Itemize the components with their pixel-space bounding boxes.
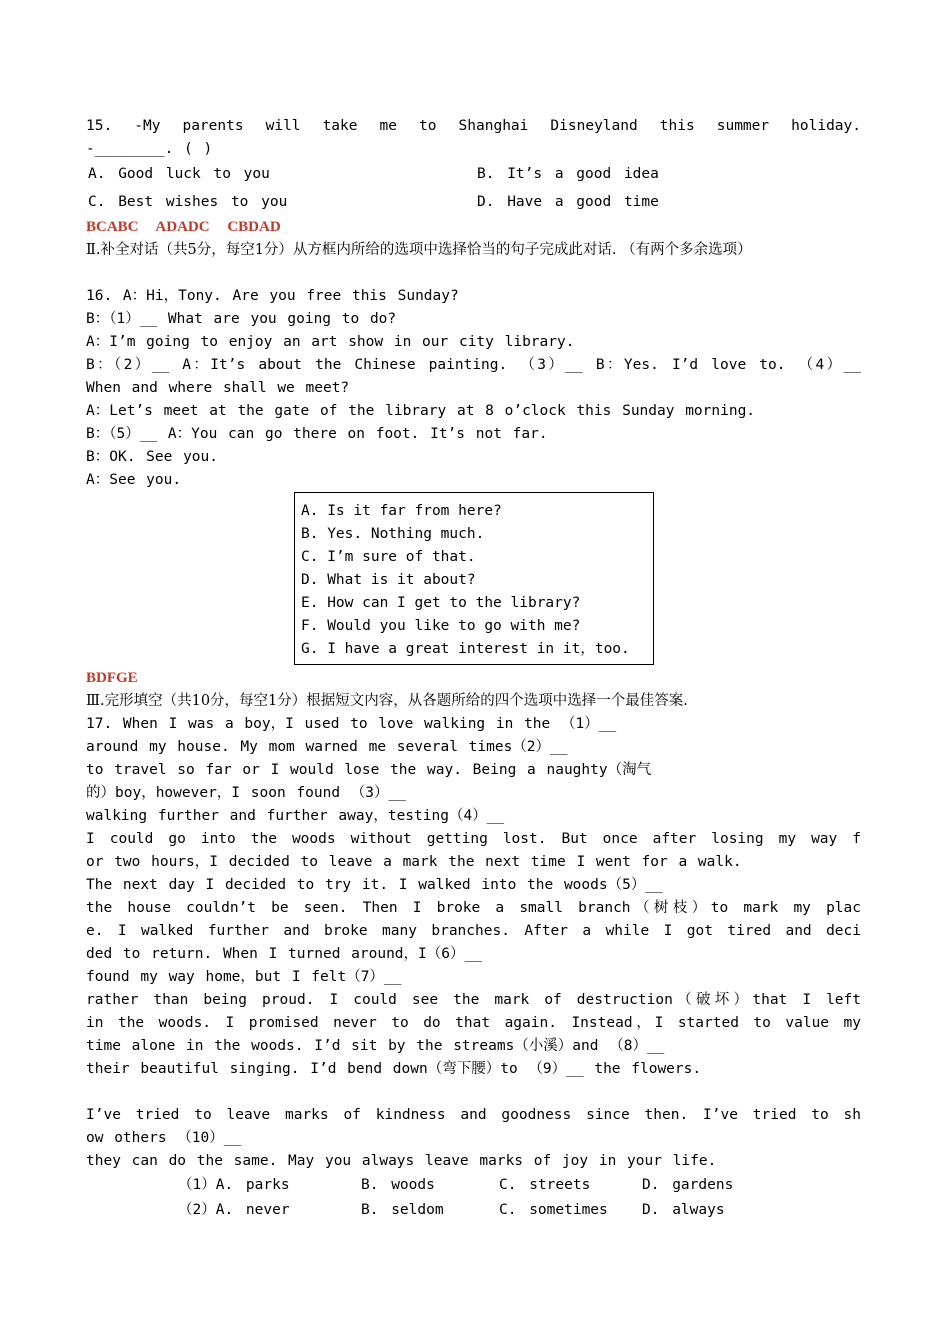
q17-line-5: walking further and further away，testing（4）__ xyxy=(86,808,505,824)
q15-option-a: A. Good luck to you xyxy=(88,166,270,182)
q17-line-15: time alone in the woods. I’d sit by the streams（小溪）and （8）__ xyxy=(86,1038,665,1054)
q16-line-5: When and where shall we meet? xyxy=(86,380,350,396)
box-option-f: F. Would you like to go with me? xyxy=(301,618,581,634)
q17-line-14: in the woods. I promised never to do that again. Instead，I started to value my xyxy=(86,1015,861,1031)
choice-2-c: C. sometimes xyxy=(499,1202,608,1218)
q16-line-6: A：Let’s meet at the gate of the library at 8 o’clock this Sunday morning. xyxy=(86,403,756,419)
section-2-title: Ⅱ.补全对话（共5分，每空1分）从方框内所给的选项中选择恰当的句子完成此对话. （有两个多余选项） xyxy=(86,242,752,258)
section-3-title: Ⅲ.完形填空（共10分，每空1分）根据短文内容，从各题所给的四个选项中选择一个最佳答案. xyxy=(86,693,688,709)
q17-line-17: I’ve tried to leave marks of kindness and goodness since then. I’ve tried to sh xyxy=(86,1107,861,1123)
q17-line-4: 的）boy，however，I soon found （3）__ xyxy=(86,785,406,801)
q16-line-1: 16. A：Hi，Tony. Are you free this Sunday? xyxy=(86,288,459,304)
box-option-b: B. Yes. Nothing much. xyxy=(301,526,485,542)
q15-option-c: C. Best wishes to you xyxy=(88,194,288,210)
q15-stem: 15. -My parents will take me to Shanghai Disneyland this summer holiday. xyxy=(86,118,861,134)
q15-option-d: D. Have a good time xyxy=(477,194,659,210)
q17-line-10: e. I walked further and broke many branches. After a while I got tired and deci xyxy=(86,923,861,939)
answer-key-2: BDFGE xyxy=(86,670,138,686)
q17-line-18: ow others （10）__ xyxy=(86,1130,242,1146)
q16-line-9: A：See you. xyxy=(86,472,182,488)
q17-line-6: I could go into the woods without getting lost. But once after losing my way f xyxy=(86,831,861,847)
q17-line-7: or two hours，I decided to leave a mark the next time I went for a walk. xyxy=(86,854,742,870)
q17-line-2: around my house. My mom warned me several times（2）__ xyxy=(86,739,568,755)
q17-line-19: they can do the same. May you always leave marks of joy in your life. xyxy=(86,1153,717,1169)
q15-option-b: B. It’s a good idea xyxy=(477,166,659,182)
q16-line-2: B：（1）__ What are you going to do? xyxy=(86,311,397,327)
q17-line-12: found my way home，but I felt（7）__ xyxy=(86,969,402,985)
q17-line-16: their beautiful singing. I’d bend down（弯下腰）to （9）__ the flowers. xyxy=(86,1061,702,1077)
q17-line-13: rather than being proud. I could see the mark of destruction（破坏）that I left xyxy=(86,992,861,1008)
q17-line-8: The next day I decided to try it. I walked into the woods（5）__ xyxy=(86,877,663,893)
choice-2-d: D. always xyxy=(642,1202,725,1218)
options-box xyxy=(294,492,654,665)
box-option-g: G. I have a great interest in it，too. xyxy=(301,641,630,657)
q16-line-4: B：（2）__ A：It’s about the Chinese painting. （3）__ B：Yes. I’d love to. （4）__ xyxy=(86,357,861,373)
box-option-a: A. Is it far from here? xyxy=(301,503,502,519)
choice-1-d: D. gardens xyxy=(642,1177,734,1193)
q15-blank: -________. ( ) xyxy=(86,141,213,157)
q16-line-7: B：（5）__ A：You can go there on foot. It’s not far. xyxy=(86,426,548,442)
box-option-d: D. What is it about? xyxy=(301,572,476,588)
choice-2-a: （2）A. never xyxy=(178,1202,290,1218)
choice-1-b: B. woods xyxy=(361,1177,435,1193)
choice-1-c: C. streets xyxy=(499,1177,591,1193)
q17-line-1: 17. When I was a boy，I used to love walking in the （1）__ xyxy=(86,716,617,732)
choice-2-b: B. seldom xyxy=(361,1202,444,1218)
box-option-e: E. How can I get to the library? xyxy=(301,595,581,611)
answer-key-1: BCABC ADADC CBDAD xyxy=(86,219,281,235)
q16-line-8: B：OK. See you. xyxy=(86,449,218,465)
q16-line-3: A：I’m going to enjoy an art show in our city library. xyxy=(86,334,575,350)
box-option-c: C. I’m sure of that. xyxy=(301,549,476,565)
choice-1-a: （1）A. parks xyxy=(178,1177,290,1193)
q17-line-3: to travel so far or I would lose the way. Being a naughty（淘气 xyxy=(86,762,652,778)
q17-line-9: the house couldn’t be seen. Then I broke a small branch（树枝）to mark my plac xyxy=(86,900,861,916)
q17-line-11: ded to return. When I turned around，I（6）__ xyxy=(86,946,482,962)
